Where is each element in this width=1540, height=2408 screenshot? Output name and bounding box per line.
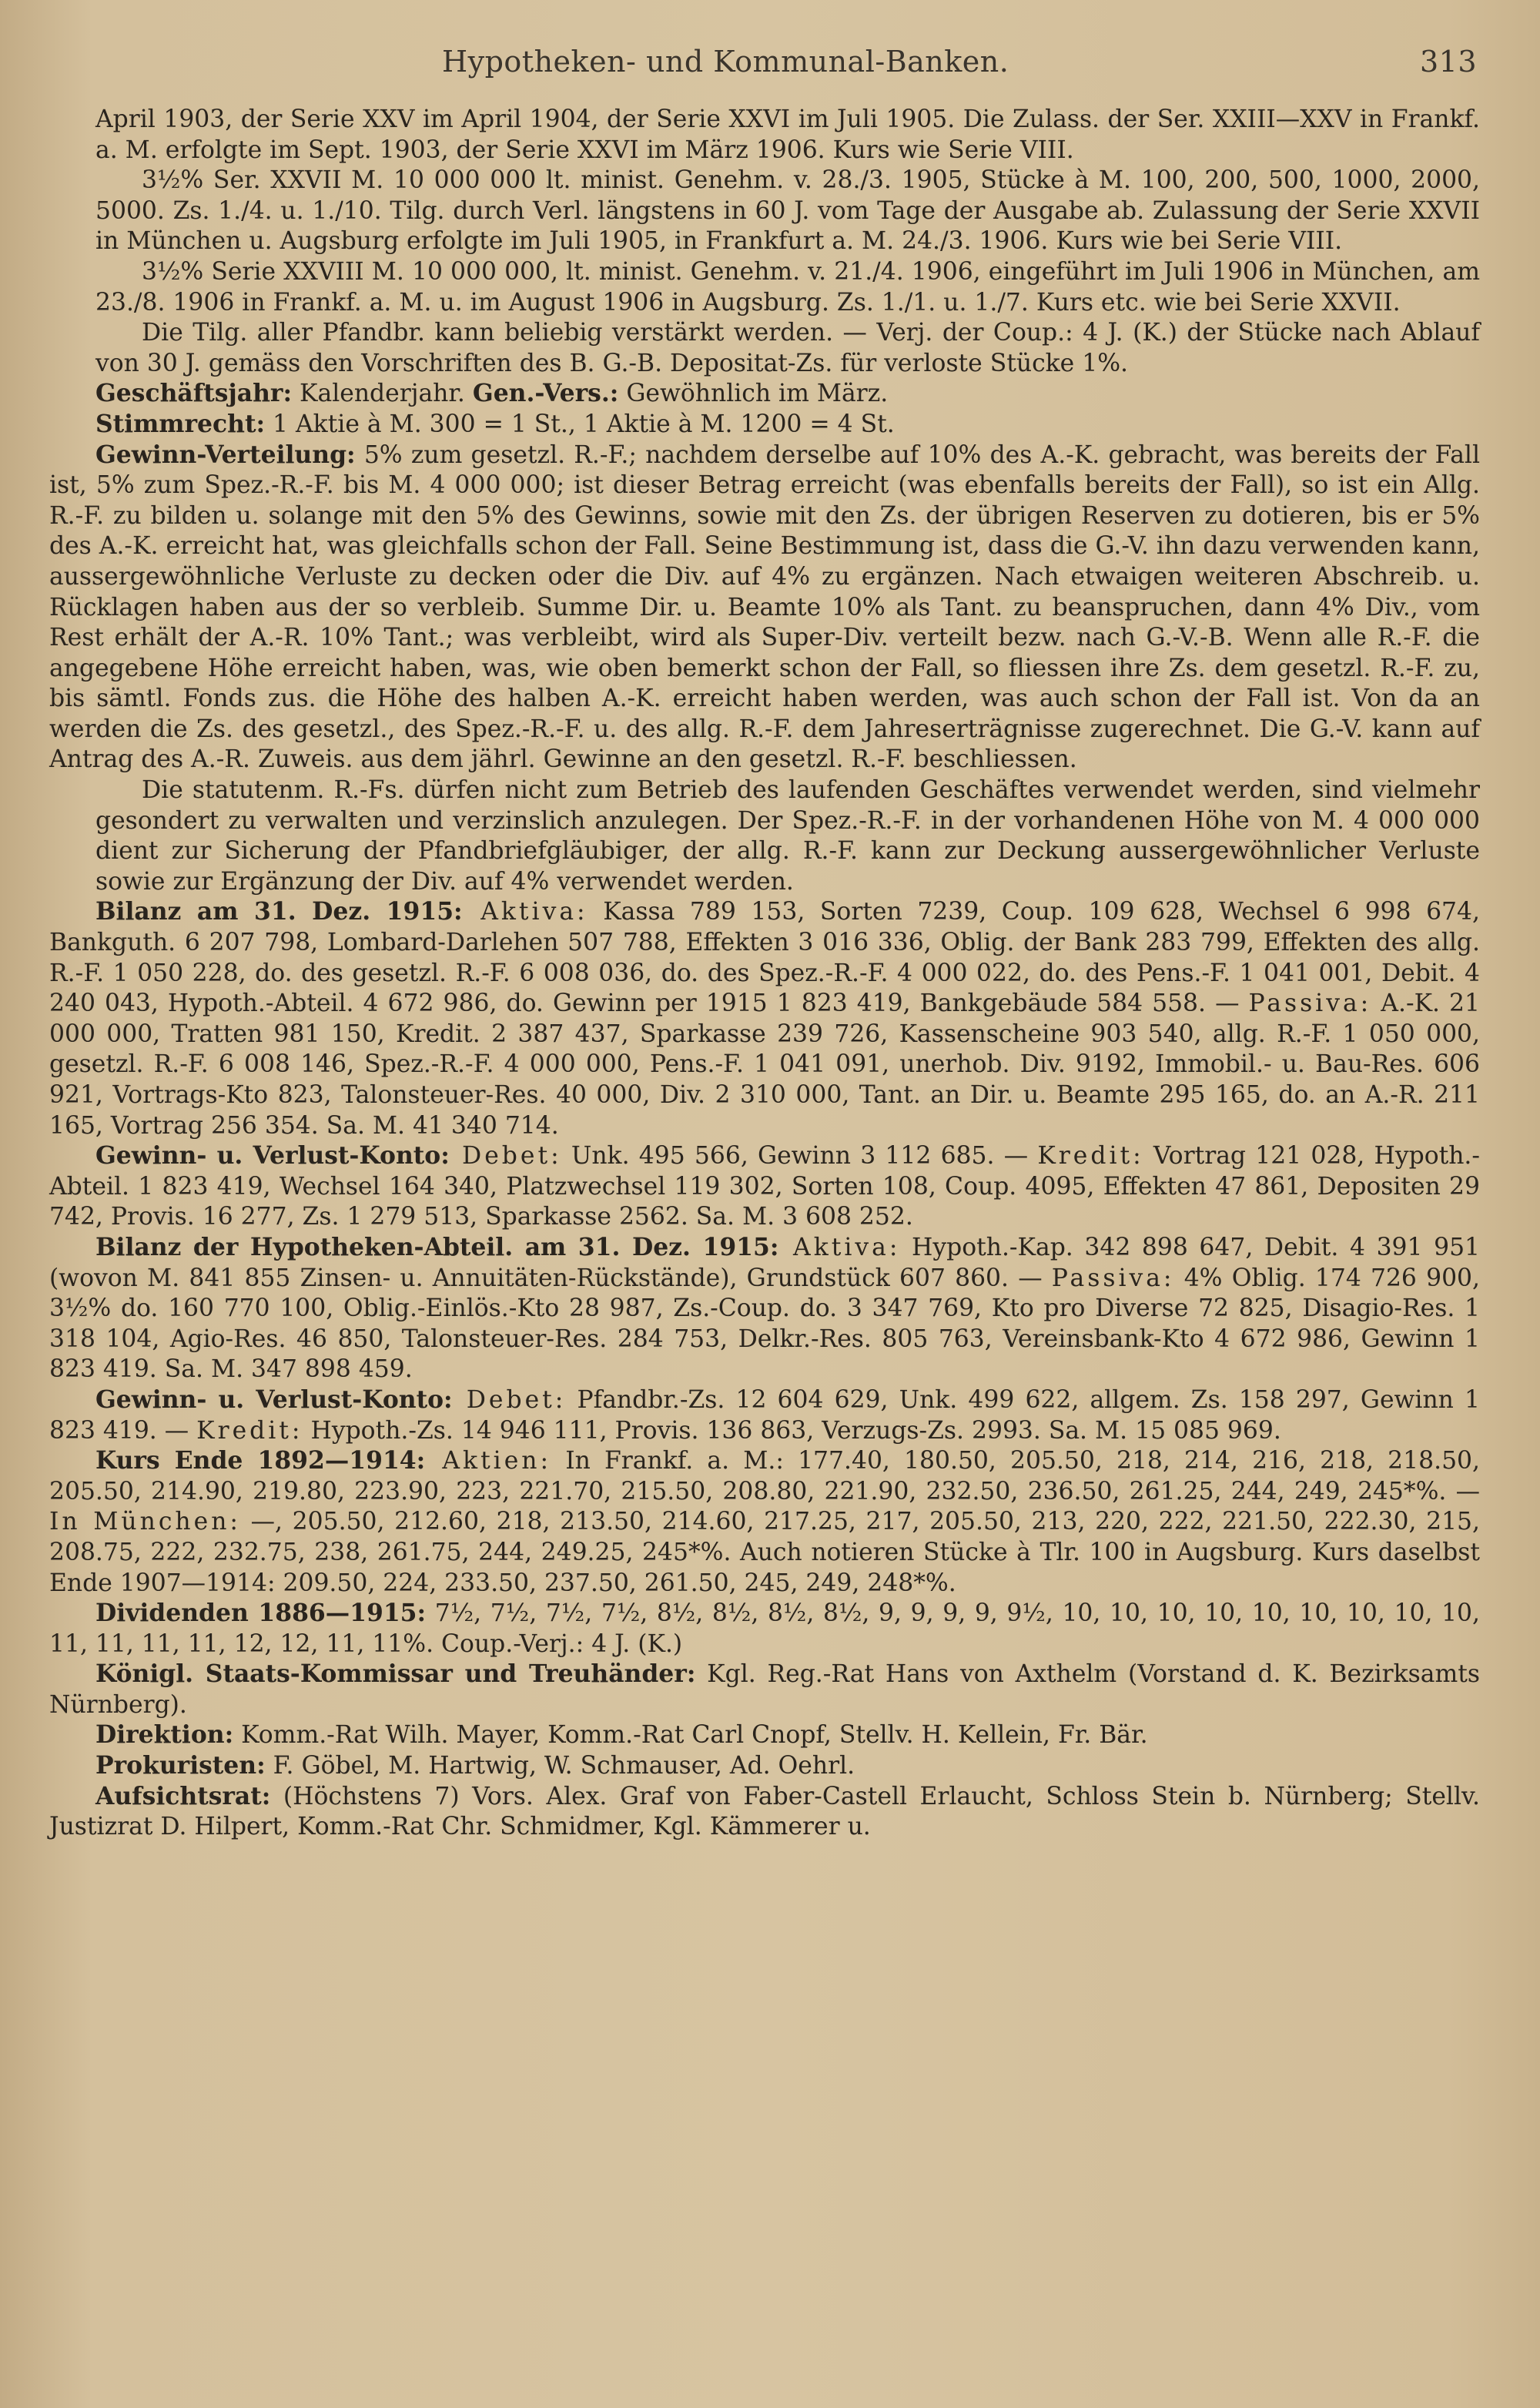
paragraph-text: Die statutenm. R.-Fs. dürfen nicht zum Betrieb des laufenden Geschäftes verwendet werden, sind vielmehr gesondert zu verwalten und verzinslich anzulegen. Der Spez.-R.-F. in der vorhandenen Höhe von M. 4 000 000 dient zur Sicherung der Pfandbriefgläubiger, der allg. R.-F. kann zur Deckung aussergewöhnlicher Verluste sowie zur Ergänzung der Div. auf 4% verwendet werden. bbox=[95, 776, 1480, 896]
paragraph bbox=[49, 257, 1480, 318]
paragraph bbox=[49, 1782, 1480, 1843]
section-heading: Gewinn-Verteilung: bbox=[95, 440, 356, 469]
section-heading: Bilanz der Hypotheken-Abteil. am 31. Dez. 1915: bbox=[95, 1233, 779, 1261]
paragraph-text: 4% Oblig. 174 726 900, 3½% do. 160 770 100, Oblig.-Einlös.-Kto 28 987, Zs.-Coup. do. 3 347 769, Kto pro Diverse 72 825, Disagio-Res. 1 318 104, Agio-Res. 46 850, Talonsteuer-Res. 284 753, Delkr.-Res. 805 763, Vereinsbank-Kto 4 672 986, Gewinn 1 823 419. Sa. M. 347 898 459. bbox=[49, 1264, 1480, 1384]
paragraph-text: Pfandbr.-Zs. 12 604 629, Unk. 499 622, allgem. Zs. 158 297, Gewinn 1 823 419. — bbox=[49, 1385, 1480, 1445]
section-heading: Stimmrecht: bbox=[95, 410, 266, 438]
paragraph-text: (Höchstens 7) Vors. Alex. Graf von Faber-Castell Erlaucht, Schloss Stein b. Nürnberg; Stellv. Justizrat D. Hilpert, Komm.-Rat Chr. Schmidmer, Kgl. Kämmerer u. bbox=[49, 1782, 1480, 1841]
section-heading: Prokuristen: bbox=[95, 1752, 266, 1780]
paragraph-text: April 1903, der Serie XXV im April 1904, der Serie XXVI im Juli 1905. Die Zulass. der Ser. XXIII—XXV in Frankf. a. M. erfolgte im Sept. 1903, der Serie XXVI im März 1906. Kurs wie Serie VIII. bbox=[95, 105, 1480, 164]
paragraph-text: In Frankf. a. M.: 177.40, 180.50, 205.50, 218, 214, 216, 218, 218.50, 205.50, 214.90, 219.80, 223.90, 223, 221.70, 215.50, 208.80, 221.90, 232.50, 236.50, 261.25, 244, 249, 245*%. — bbox=[49, 1447, 1480, 1505]
spaced-label: Aktien: bbox=[425, 1447, 552, 1475]
paragraph bbox=[49, 1385, 1480, 1446]
spaced-label: Passiva: bbox=[1051, 1264, 1175, 1292]
section-heading: Gewinn- u. Verlust-Konto: bbox=[95, 1385, 453, 1414]
section-heading: Gewinn- u. Verlust-Konto: bbox=[95, 1142, 450, 1171]
paragraph-text: Kassa 789 153, Sorten 7239, Coup. 109 628, Wechsel 6 998 674, Bankguth. 6 207 798, Lombard-Darlehen 507 788, Effekten 3 016 336, Oblig. der Bank 283 799, Effekten des allg. R.-F. 1 050 228, do. des gesetzl. R.-F. 6 008 036, do. des Spez.-R.-F. 4 000 022, do. des Pens.-F. 1 041 001, Debit. 4 240 043, Hypoth.-Abteil. 4 672 986, do. Gewinn per 1915 1 823 419, Bankgebäude 584 558. — bbox=[49, 898, 1480, 1018]
paragraph bbox=[49, 1446, 1480, 1599]
paragraph bbox=[49, 1659, 1480, 1720]
spaced-label: Debet: bbox=[449, 1142, 562, 1171]
page-header bbox=[49, 40, 1480, 86]
section-heading: Kurs Ende 1892—1914: bbox=[95, 1447, 426, 1475]
paragraph-text: Hypoth.-Zs. 14 946 111, Provis. 136 863, Verzugs-Zs. 2993. Sa. M. 15 085 969. bbox=[303, 1416, 1281, 1445]
paragraph bbox=[49, 1720, 1480, 1751]
paragraph bbox=[49, 318, 1480, 379]
spaced-label: In München: bbox=[49, 1508, 242, 1536]
paragraph-text: 5% zum gesetzl. R.-F.; nachdem derselbe auf 10% des A.-K. gebracht, was bereits der Fall ist, 5% zum Spez.-R.-F. bis M. 4 000 000; ist dieser Betrag erreicht (was ebenfalls bereits der Fall), so ist ein Allg. R.-F. zu bilden u. solange mit den 5% des Gewinns, sowie mit den Zs. der übrigen Reserven zu dotieren, bis er 5% des A.-K. erreicht hat, was gleichfalls schon der Fall. Seine Bestimmung ist, dass die G.-V. ihn dazu verwenden kann, aussergewöhnliche Verluste zu decken oder die Div. auf 4% zu ergänzen. Nach etwaigen weiteren Abschreib. u. Rücklagen haben aus der so verbleib. Summe Dir. u. Beamte 10% als Tant. zu beanspruchen, dann 4% Div., vom Rest erhält der A.-R. 10% Tant.; was verbleibt, wird als Super-Div. verteilt bezw. nach G.-V.-B. Wenn alle R.-F. die angegebene Höhe erreicht haben, was, wie oben bemerkt schon der Fall, so fliessen ihre Zs. dem gesetzl. R.-F. zu, bis sämtl. Fonds zus. die Höhe des halben A.-K. erreicht haben werden, was auch schon der Fall ist. Von da an werden die Zs. des gesetzl., des Spez.-R.-F. u. des allg. R.-F. dem Jahreserträgnisse zugerechnet. Die G.-V. kann auf Antrag des A.-R. Zuweis. aus dem jährl. Gewinne an den gesetzl. R.-F. beschliessen. bbox=[49, 440, 1480, 774]
paragraph-text: 3½% Serie XXVIII M. 10 000 000, lt. minist. Genehm. v. 21./4. 1906, eingeführt im Juli 1906 in München, am 23./8. 1906 in Frankf. a. M. u. im August 1906 in Augsburg. Zs. 1./1. u. 1./7. Kurs etc. wie bei Serie XXVII. bbox=[95, 257, 1480, 316]
spaced-label: Aktiva: bbox=[778, 1233, 901, 1261]
running-title: Hypotheken- und Kommunal-Banken. bbox=[442, 45, 1009, 79]
paragraph bbox=[49, 410, 1480, 440]
paragraph bbox=[49, 105, 1480, 166]
paragraph bbox=[49, 1141, 1480, 1233]
paragraph-text: 3½% Ser. XXVII M. 10 000 000 lt. minist. Genehm. v. 28./3. 1905, Stücke à M. 100, 200, 500, 1000, 2000, 5000. Zs. 1./4. u. 1./10. Tilg. durch Verl. längstens in 60 J. vom Tage der Ausgabe ab. Zulassung der Serie XXVII in München u. Augsburg erfolgte im Juli 1905, in Frankfurt a. M. 24./3. 1906. Kurs wie bei Serie VIII. bbox=[95, 166, 1480, 256]
paragraph-text: Komm.-Rat Wilh. Mayer, Komm.-Rat Carl Cnopf, Stellv. H. Kellein, Fr. Bär. bbox=[233, 1721, 1148, 1750]
paragraph bbox=[49, 897, 1480, 1141]
paragraph bbox=[49, 379, 1480, 410]
paragraph-text: —, 205.50, 212.60, 218, 213.50, 214.60, 217.25, 217, 205.50, 213, 220, 222, 221.50, 222.30, 215, 208.75, 222, 232.75, 238, 261.75, 244, 249.25, 245*%. Auch notieren Stücke à Tlr. 100 in Augsburg. Kurs daselbst Ende 1907—1914: 209.50, 224, 233.50, 237.50, 261.50, 245, 249, 248*%. bbox=[49, 1508, 1480, 1597]
paragraph-text: A.-K. 21 000 000, Tratten 981 150, Kredit. 2 387 437, Sparkasse 239 726, Kassenscheine 903 540, allg. R.-F. 1 050 000, gesetzl. R.-F. 6 008 146, Spez.-R.-F. 4 000 000, Pens.-F. 1 041 091, unerhob. Div. 9192, Immobil.- u. Bau-Res. 606 921, Vortrags-Kto 823, Talonsteuer-Res. 40 000, Div. 2 310 000, Tant. an Dir. u. Beamte 295 165, do. an A.-R. 211 165, Vortrag 256 354. Sa. M. 41 340 714. bbox=[49, 990, 1481, 1140]
paragraph-text: Vortrag 121 028, Hypoth.-Abteil. 1 823 419, Wechsel 164 340, Platzwechsel 119 302, Sorten 108, Coup. 4095, Effekten 47 861, Depositen 29 742, Provis. 16 277, Zs. 1 279 513, Sparkasse 2562. Sa. M. 3 608 252. bbox=[49, 1142, 1481, 1231]
section-heading: Bilanz am 31. Dez. 1915: bbox=[95, 898, 463, 926]
paragraph bbox=[49, 1233, 1480, 1385]
section-heading: Königl. Staats-Kommissar und Treuhänder: bbox=[95, 1660, 696, 1689]
spaced-label: Debet: bbox=[452, 1385, 567, 1414]
paragraph bbox=[49, 775, 1480, 897]
paragraph bbox=[49, 1751, 1480, 1782]
paragraph bbox=[49, 166, 1480, 257]
paragraph-text: Kalenderjahr. bbox=[292, 380, 473, 408]
section-heading: Gen.-Vers.: bbox=[472, 380, 619, 408]
paragraph-text: Die Tilg. aller Pfandbr. kann beliebig verstärkt werden. — Verj. der Coup.: 4 J. (K.) der Stücke nach Ablauf von 30 J. gemäss den Vorschriften des B. G.-B. Depositat-Zs. für verloste Stücke 1%. bbox=[95, 319, 1480, 377]
page-number: 313 bbox=[1419, 45, 1477, 79]
paragraph-text: F. Göbel, M. Hartwig, W. Schmauser, Ad. Oehrl. bbox=[265, 1752, 855, 1780]
section-heading: Geschäftsjahr: bbox=[95, 380, 293, 408]
paragraph-text: 1 Aktie à M. 300 = 1 St., 1 Aktie à M. 1200 = 4 St. bbox=[265, 410, 895, 438]
paragraph-text: Unk. 495 566, Gewinn 3 112 685. — bbox=[561, 1142, 1038, 1171]
section-heading: Direktion: bbox=[95, 1721, 234, 1750]
spaced-label: Kredit: bbox=[1037, 1142, 1144, 1171]
paragraph-text: Hypoth.-Kap. 342 898 647, Debit. 4 391 951 (wovon M. 841 855 Zinsen- u. Annuitäten-Rückstände), Grundstück 607 860. — bbox=[49, 1233, 1481, 1292]
spaced-label: Passiva: bbox=[1248, 990, 1372, 1018]
section-heading: Aufsichtsrat: bbox=[95, 1782, 271, 1810]
spaced-label: Kredit: bbox=[196, 1416, 303, 1445]
paragraph-text: Kgl. Reg.-Rat Hans von Axthelm (Vorstand d. K. Bezirksamts Nürnberg). bbox=[49, 1660, 1480, 1719]
section-heading: Dividenden 1886—1915: bbox=[95, 1599, 427, 1628]
paragraph bbox=[49, 1599, 1480, 1659]
paragraph-text: 7½, 7½, 7½, 7½, 8½, 8½, 8½, 8½, 9, 9, 9, 9, 9½, 10, 10, 10, 10, 10, 10, 10, 10, 10, 11, 11, 11, 11, 12, 12, 11, 11%. Coup.-Verj.: 4 J. (K.) bbox=[49, 1599, 1480, 1658]
paragraph bbox=[49, 440, 1480, 776]
document-body bbox=[49, 105, 1480, 1843]
paragraph-text: Gewöhnlich im März. bbox=[618, 380, 889, 408]
spaced-label: Aktiva: bbox=[462, 898, 588, 926]
